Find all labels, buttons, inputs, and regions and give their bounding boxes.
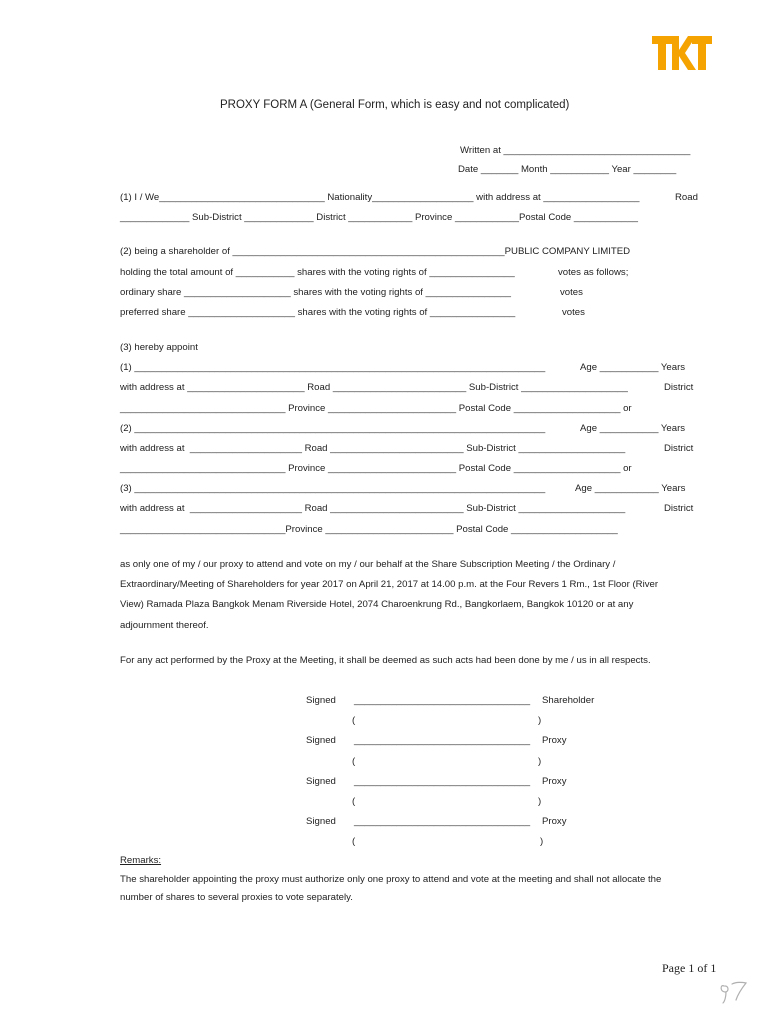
- appoint-heading: (3) hereby appoint: [120, 342, 198, 353]
- signature2-role: Proxy: [542, 735, 567, 746]
- proxy1-age-line[interactable]: Age ___________ Years: [580, 362, 686, 373]
- proxy2-province-line[interactable]: _______________________________ Province ________________________ Postal Code ____________________ or: [120, 463, 632, 474]
- date-field[interactable]: Date _______ Month ___________ Year ________: [458, 164, 677, 175]
- signature1-name-open: (: [352, 715, 356, 726]
- ordinary-share-line[interactable]: ordinary share ____________________ shares with the voting rights of ________________: [120, 287, 511, 298]
- remarks-heading: Remarks:: [120, 855, 162, 866]
- page-number: Page 1 of 1: [662, 961, 717, 975]
- form-title: PROXY FORM A (General Form, which is easy and not complicated): [220, 99, 570, 111]
- written-at-field[interactable]: Written at ___________________________________: [460, 145, 691, 156]
- meeting-paragraph-line2: Extraordinary/Meeting of Shareholders for year 2017 on April 21, 2017 at 14.00 p.m. at the Four Revers 1 Rm., 1st Floor (River: [120, 579, 659, 590]
- proxy1-address-line[interactable]: with address at ______________________ Road _________________________ Sub-District ____________________: [120, 382, 628, 393]
- signature2-name-open: (: [352, 756, 356, 767]
- signature3-name-open: (: [352, 796, 356, 807]
- proxy2-name-line[interactable]: (2) _____________________________________________________________________________: [120, 423, 546, 434]
- proxy3-age-line[interactable]: Age ____________ Years: [575, 483, 686, 494]
- signature3-role: Proxy: [542, 776, 567, 787]
- signature1-role: Shareholder: [542, 695, 595, 706]
- shareholder-address-line[interactable]: _____________ Sub-District _____________ District ____________ Province ____________Postal Code ____________: [120, 212, 638, 223]
- total-shares-line[interactable]: holding the total amount of ___________ shares with the voting rights of ________________: [120, 267, 515, 278]
- signature3-line[interactable]: _________________________________: [354, 776, 531, 787]
- ordinary-votes-label: votes: [560, 287, 583, 298]
- proxy2-district-label: District: [664, 443, 694, 454]
- signature4-name-close: ): [540, 836, 544, 847]
- signature2-line[interactable]: _________________________________: [354, 735, 531, 746]
- preferred-votes-label: votes: [562, 307, 585, 318]
- signature2-label: Signed: [306, 735, 336, 746]
- signature2-name-close: ): [538, 756, 542, 767]
- proxy1-province-line[interactable]: _______________________________ Province ________________________ Postal Code ____________________ or: [120, 403, 632, 414]
- proxy3-address-line[interactable]: with address at _____________________ Road _________________________ Sub-District ____________________: [120, 503, 626, 514]
- remarks-line1: The shareholder appointing the proxy must authorize only one proxy to attend and vote at the meeting and shall not allocate the: [120, 874, 662, 885]
- shareholder-name-line[interactable]: (1) I / We_______________________________ Nationality___________________ with address at __________________: [120, 192, 640, 203]
- meeting-paragraph-line4: adjournment thereof.: [120, 620, 209, 631]
- handwritten-initials: [716, 974, 756, 1006]
- meeting-paragraph-line3: View) Ramada Plaza Bangkok Menam Riverside Hotel, 2074 Charoenkrung Rd., Bangkorlaem, Bangkok 10120 or at any: [120, 599, 634, 610]
- signature4-line[interactable]: _________________________________: [354, 816, 531, 827]
- signature1-label: Signed: [306, 695, 336, 706]
- signature1-name-close: ): [538, 715, 542, 726]
- proxy1-name-line[interactable]: (1) _____________________________________________________________________________: [120, 362, 546, 373]
- acts-paragraph: For any act performed by the Proxy at the Meeting, it shall be deemed as such acts had been done by me / us in all respects.: [120, 655, 651, 666]
- signature3-name-close: ): [538, 796, 542, 807]
- preferred-share-line[interactable]: preferred share ____________________ shares with the voting rights of ________________: [120, 307, 516, 318]
- company-name-line[interactable]: (2) being a shareholder of ___________________________________________________PUBLIC COMPANY LIMITED: [120, 246, 631, 257]
- road-label: Road: [675, 192, 698, 203]
- signature1-line[interactable]: _________________________________: [354, 695, 531, 706]
- signature4-role: Proxy: [542, 816, 567, 827]
- proxy3-district-label: District: [664, 503, 694, 514]
- proxy3-name-line[interactable]: (3) _____________________________________________________________________________: [120, 483, 546, 494]
- proxy1-district-label: District: [664, 382, 694, 393]
- signature4-name-open: (: [352, 836, 356, 847]
- proxy2-address-line[interactable]: with address at _____________________ Road _________________________ Sub-District ____________________: [120, 443, 626, 454]
- meeting-paragraph-line1: as only one of my / our proxy to attend and vote on my / our behalf at the Share Subscription Meeting / the Ordinary /: [120, 559, 616, 570]
- remarks-line2: number of shares to several proxies to vote separately.: [120, 892, 353, 903]
- proxy3-province-line[interactable]: _______________________________Province ________________________ Postal Code ____________________: [120, 524, 618, 535]
- signature3-label: Signed: [306, 776, 336, 787]
- company-logo: [652, 36, 712, 70]
- proxy2-age-line[interactable]: Age ___________ Years: [580, 423, 686, 434]
- votes-as-follows-label: votes as follows;: [558, 267, 629, 278]
- signature4-label: Signed: [306, 816, 336, 827]
